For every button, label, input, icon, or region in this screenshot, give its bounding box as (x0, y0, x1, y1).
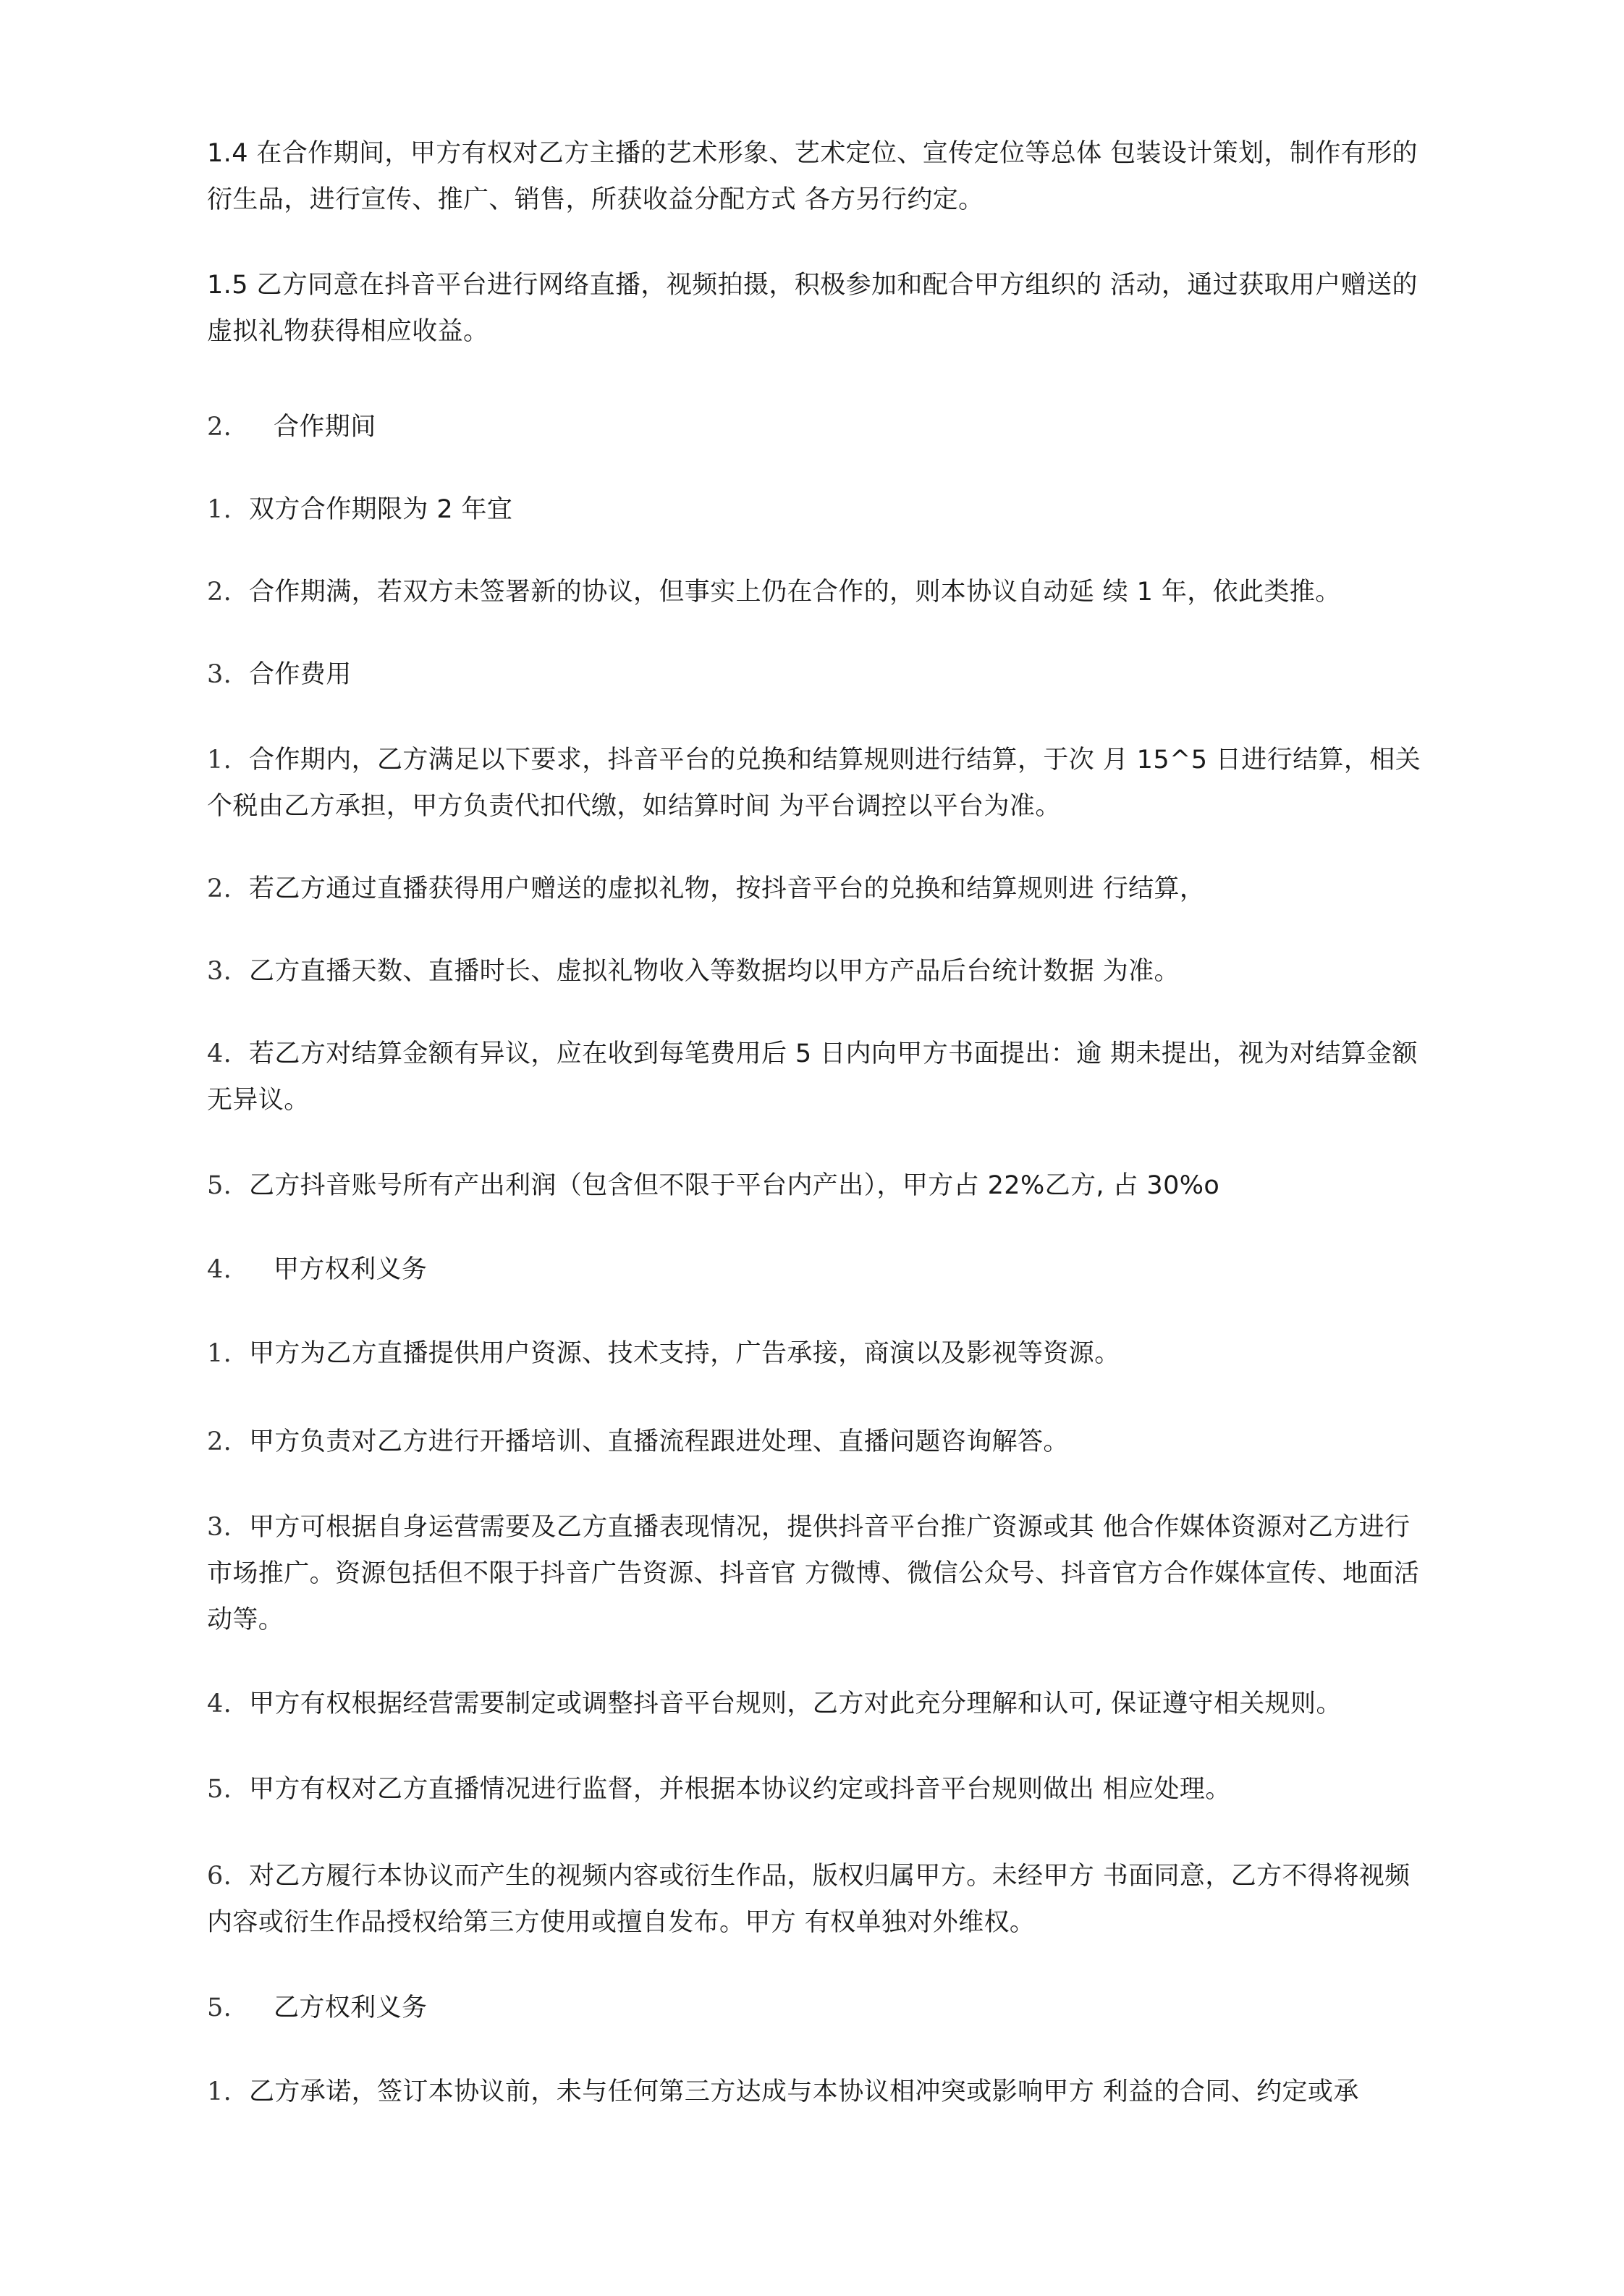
list-item (207, 737, 1430, 830)
section-heading-2 (207, 404, 1430, 450)
item-text: 若乙方对结算金额有异议，应在收到每笔费用后 5 日内向甲方书面提出：逾 期未提出，视为对结算金额无异议。 (207, 1039, 1418, 1115)
item-text: 双方合作期限为 2 年宜 (249, 495, 513, 524)
item-text: 若乙方通过直播获得用户赠送的虚拟礼物，按抖音平台的兑换和结算规则进 行结算， (249, 874, 1206, 903)
list-item (207, 486, 1430, 533)
list-item (207, 1330, 1430, 1377)
item-number: 2. (207, 874, 232, 903)
list-item (207, 866, 1430, 912)
item-text: 甲方有权根据经营需要制定或调整抖音平台规则，乙方对此充分理解和认可, 保证遵守相关规则。 (249, 1689, 1342, 1718)
item-number: 3. (207, 1513, 232, 1542)
item-number: 2. (207, 578, 232, 607)
item-text: 甲方可根据自身运营需要及乙方直播表现情况，提供抖音平台推广资源或其 他合作媒体资源对乙方进行市场推广。资源包括但不限于抖音广告资源、抖音官 方微博、微信公众号、抖音官方合作媒体宣传、地面活动等。 (207, 1513, 1420, 1634)
item-text: 甲方为乙方直播提供用户资源、技术支持，广告承接，商演以及影视等资源。 (249, 1339, 1120, 1368)
item-number: 6. (207, 1862, 232, 1891)
section-title: 甲方权利义务 (274, 1255, 428, 1284)
item-number: 4. (207, 1039, 232, 1068)
clause-text: 1.4 在合作期间，甲方有权对乙方主播的艺术形象、艺术定位、宣传定位等总体 包装设计策划，制作有形的衍生品，进行宣传、推广、销售，所获收益分配方式 各方另行约定。 (207, 139, 1418, 214)
item-text: 乙方承诺，签订本协议前，未与任何第三方达成与本协议相冲突或影响甲方 利益的合同、约定或承 (249, 2077, 1359, 2106)
item-text: 乙方直播天数、直播时长、虚拟礼物收入等数据均以甲方产品后台统计数据 为准。 (249, 957, 1180, 986)
list-item (207, 948, 1430, 995)
list-item (207, 1504, 1430, 1643)
item-number: 3. (207, 957, 232, 986)
item-number: 1. (207, 495, 232, 524)
item-text: 合作期满，若双方未签署新的协议，但事实上仍在合作的，则本协议自动延 续 1 年，依此类推。 (249, 578, 1341, 607)
section-number: 4. (207, 1255, 232, 1284)
item-number: 5. (207, 1171, 232, 1200)
item-text: 甲方有权对乙方直播情况进行监督，并根据本协议约定或抖音平台规则做出 相应处理。 (249, 1775, 1231, 1804)
list-item (207, 1162, 1430, 1209)
clause-text: 1.5 乙方同意在抖音平台进行网络直播，视频拍摄，积极参加和配合甲方组织的 活动，通过获取用户赠送的虚拟礼物获得相应收益。 (207, 271, 1418, 346)
item-number: 1. (207, 746, 232, 775)
section-title: 合作期间 (274, 413, 376, 442)
clause-1-5 (207, 262, 1430, 355)
item-number: 4. (207, 1689, 232, 1718)
section-title: 乙方权利义务 (274, 1993, 428, 2022)
clause-1-4 (207, 130, 1430, 223)
item-text: 乙方抖音账号所有产出利润（包含但不限于平台内产出），甲方占 22%乙方, 占 30%o (249, 1171, 1220, 1200)
item-number: 1. (207, 1339, 232, 1368)
section-heading-3 (207, 651, 1430, 698)
list-item (207, 1681, 1430, 1727)
item-text: 甲方负责对乙方进行开播培训、直播流程跟进处理、直播问题咨询解答。 (249, 1427, 1069, 1456)
item-number: 5. (207, 1775, 232, 1804)
item-text: 对乙方履行本协议而产生的视频内容或衍生作品，版权归属甲方。未经甲方 书面同意，乙方不得将视频内容或衍生作品授权给第三方使用或擅自发布。甲方 有权单独对外维权。 (207, 1862, 1411, 1937)
item-number: 1. (207, 2077, 232, 2106)
item-number: 2. (207, 1427, 232, 1456)
section-title: 合作费用 (249, 660, 352, 689)
section-heading-4 (207, 1246, 1430, 1293)
list-item (207, 1766, 1430, 1812)
list-item (207, 1419, 1430, 1465)
section-heading-5 (207, 1985, 1430, 2031)
list-item (207, 2069, 1430, 2115)
section-number: 3. (207, 660, 232, 689)
item-text: 合作期内，乙方满足以下要求，抖音平台的兑换和结算规则进行结算，于次 月 15^5 日进行结算，相关个税由乙方承担，甲方负责代扣代缴，如结算时间 为平台调控以平台为准。 (207, 746, 1421, 821)
section-number: 5. (207, 1993, 232, 2022)
list-item (207, 1031, 1430, 1123)
list-item (207, 1853, 1430, 1946)
section-number: 2. (207, 413, 232, 442)
list-item (207, 569, 1430, 615)
